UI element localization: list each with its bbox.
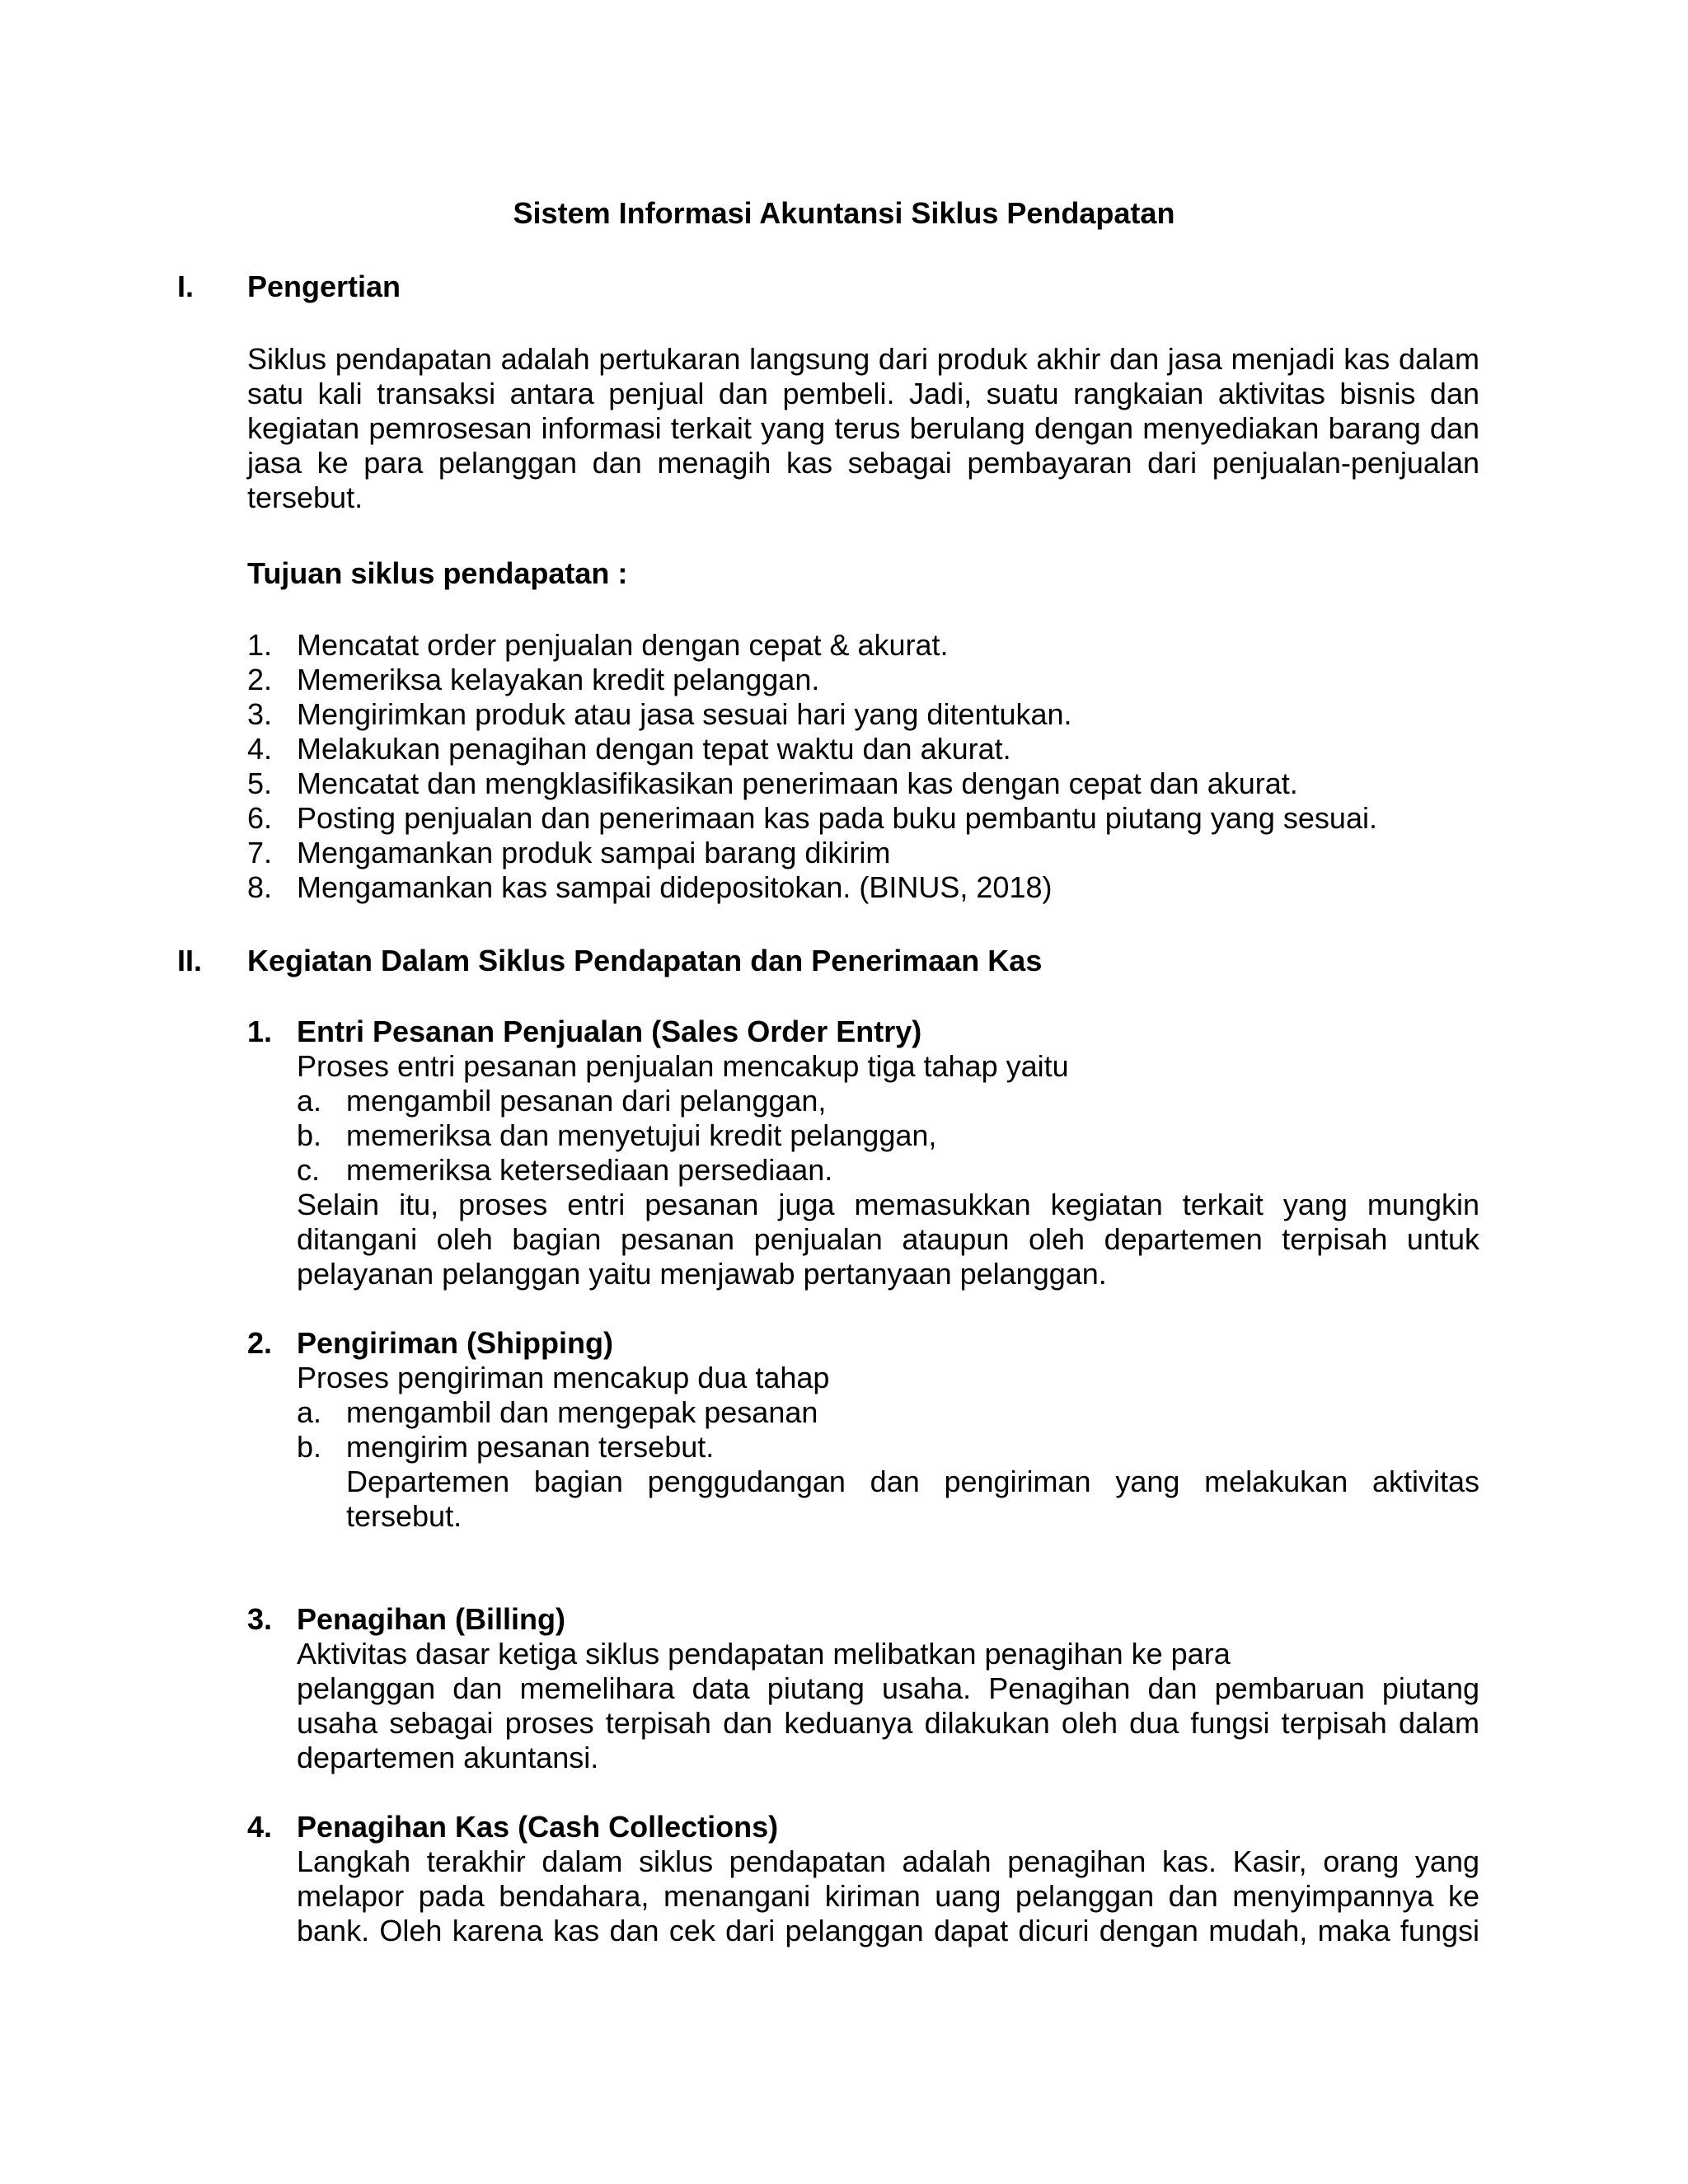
activity-body <box>297 1049 1479 1291</box>
item-letter: a. <box>297 1084 322 1118</box>
item-text: Memeriksa kelayakan kredit pelanggan. <box>297 663 820 696</box>
item-text: memeriksa ketersediaan persediaan. <box>346 1153 833 1187</box>
item-text: mengirim pesanan tersebut. <box>346 1430 715 1464</box>
item-number: 5. <box>247 766 273 800</box>
item-text: Posting penjualan dan penerimaan kas pada buku pembantu piutang yang sesuai. <box>297 801 1377 835</box>
activity-body <box>297 1361 1479 1534</box>
activity-number: 4. <box>247 1810 273 1844</box>
activity-heading <box>247 1602 1479 1637</box>
activity-heading <box>247 1015 1479 1049</box>
activity-closing: Selain itu, proses entri pesanan juga memasukkan kegiatan terkait yang mungkin ditangani oleh bagian pesanan penjualan ataupun oleh departemen terpisah untuk pelayanan pelanggan yaitu menjawab pertanyaan pelanggan. <box>297 1188 1479 1291</box>
list-item <box>297 1118 1479 1153</box>
page-title: Sistem Informasi Akuntansi Siklus Pendapatan <box>513 196 1175 230</box>
activity-intro: Proses pengiriman mencakup dua tahap <box>297 1361 830 1394</box>
list-item <box>297 1395 1479 1430</box>
activity-cash-collections <box>247 1810 1479 1948</box>
activity-title: Pengiriman (Shipping) <box>297 1326 613 1360</box>
item-text: Mengamankan kas sampai didepositokan. (BINUS, 2018) <box>297 870 1053 904</box>
item-number: 7. <box>247 836 273 869</box>
item-text: mengambil dan mengepak pesanan <box>346 1395 818 1429</box>
item-number: 6. <box>247 801 273 835</box>
activity-shipping <box>247 1326 1479 1534</box>
activity-title: Penagihan Kas (Cash Collections) <box>297 1810 779 1844</box>
item-text: memeriksa dan menyetujui kredit pelanggan, <box>346 1118 937 1152</box>
item-number: 4. <box>247 732 273 766</box>
item-text: Melakukan penagihan dengan tepat waktu dan akurat. <box>297 732 1011 766</box>
activity-billing <box>247 1602 1479 1775</box>
item-text: mengambil pesanan dari pelanggan, <box>346 1084 827 1118</box>
section-1-number: I. <box>177 269 195 303</box>
activity-note: Departemen bagian penggudangan dan pengiriman yang melakukan aktivitas tersebut. <box>346 1465 1479 1533</box>
section-2-title: Kegiatan Dalam Siklus Pendapatan dan Penerimaan Kas <box>247 944 1043 977</box>
activity-number: 1. <box>247 1015 273 1048</box>
activity-body <box>297 1637 1479 1775</box>
activity-number: 2. <box>247 1326 273 1360</box>
list-item <box>247 836 1377 870</box>
activity-closing: pelanggan dan memelihara data piutang usaha. Penagihan dan pembaruan piutang usaha sebagai proses terpisah dan keduanya dilakukan oleh dua fungsi terpisah dalam departemen akuntansi. <box>297 1671 1479 1774</box>
definition-paragraph: Siklus pendapatan adalah pertukaran langsung dari produk akhir dan jasa menjadi kas dalam satu kali transaksi antara penjual dan pembeli. Jadi, suatu rangkaian aktivitas bisnis dan kegiatan pemrosesan informasi terkait yang terus berulang dengan menyediakan barang dan jasa ke para pelanggan dan menagih kas sebagai pembayaran dari penjualan-penjualan tersebut. <box>247 342 1479 514</box>
item-number: 3. <box>247 697 273 731</box>
item-letter: b. <box>297 1118 322 1152</box>
list-item <box>247 732 1377 766</box>
list-item <box>247 766 1377 801</box>
list-item <box>247 870 1377 905</box>
list-item <box>297 1084 1479 1118</box>
item-text: Mencatat order penjualan dengan cepat & akurat. <box>297 628 949 662</box>
list-item <box>247 801 1377 836</box>
item-letter: a. <box>297 1395 322 1429</box>
activity-title: Entri Pesanan Penjualan (Sales Order Entry) <box>297 1015 922 1048</box>
goals-list <box>247 628 1377 905</box>
item-letter: b. <box>297 1430 322 1464</box>
activity-intro: Aktivitas dasar ketiga siklus pendapatan melibatkan penagihan ke para <box>297 1637 1231 1671</box>
section-2-number: II. <box>177 944 203 977</box>
item-text: Mencatat dan mengklasifikasikan penerimaan kas dengan cepat dan akurat. <box>297 766 1298 800</box>
activity-title: Penagihan (Billing) <box>297 1602 566 1636</box>
list-item <box>247 697 1377 732</box>
item-number: 8. <box>247 870 273 904</box>
activity-intro: Proses entri pesanan penjualan mencakup tiga tahap yaitu <box>297 1049 1069 1083</box>
list-item <box>247 663 1377 697</box>
item-number: 1. <box>247 628 273 662</box>
goals-heading: Tujuan siklus pendapatan : <box>247 556 628 590</box>
activity-heading <box>247 1810 1479 1844</box>
activity-number: 3. <box>247 1602 273 1636</box>
item-text: Mengirimkan produk atau jasa sesuai hari yang ditentukan. <box>297 697 1072 731</box>
activity-heading <box>247 1326 1479 1361</box>
list-item <box>297 1430 1479 1465</box>
list-item <box>297 1153 1479 1188</box>
item-text: Mengamankan produk sampai barang dikirim <box>297 836 891 869</box>
section-1-title: Pengertian <box>247 269 401 303</box>
list-item <box>247 628 1377 663</box>
activity-sales-order-entry <box>247 1015 1479 1291</box>
activity-body <box>297 1844 1479 1948</box>
item-number: 2. <box>247 663 273 696</box>
activity-closing: Langkah terakhir dalam siklus pendapatan adalah penagihan kas. Kasir, orang yang melapor pada bendahara, menangani kiriman uang pelanggan dan menyimpannya ke bank. Oleh karena kas dan cek dari pelanggan dapat dicuri dengan mudah, maka fungsi <box>297 1844 1479 1947</box>
item-letter: c. <box>297 1153 321 1187</box>
